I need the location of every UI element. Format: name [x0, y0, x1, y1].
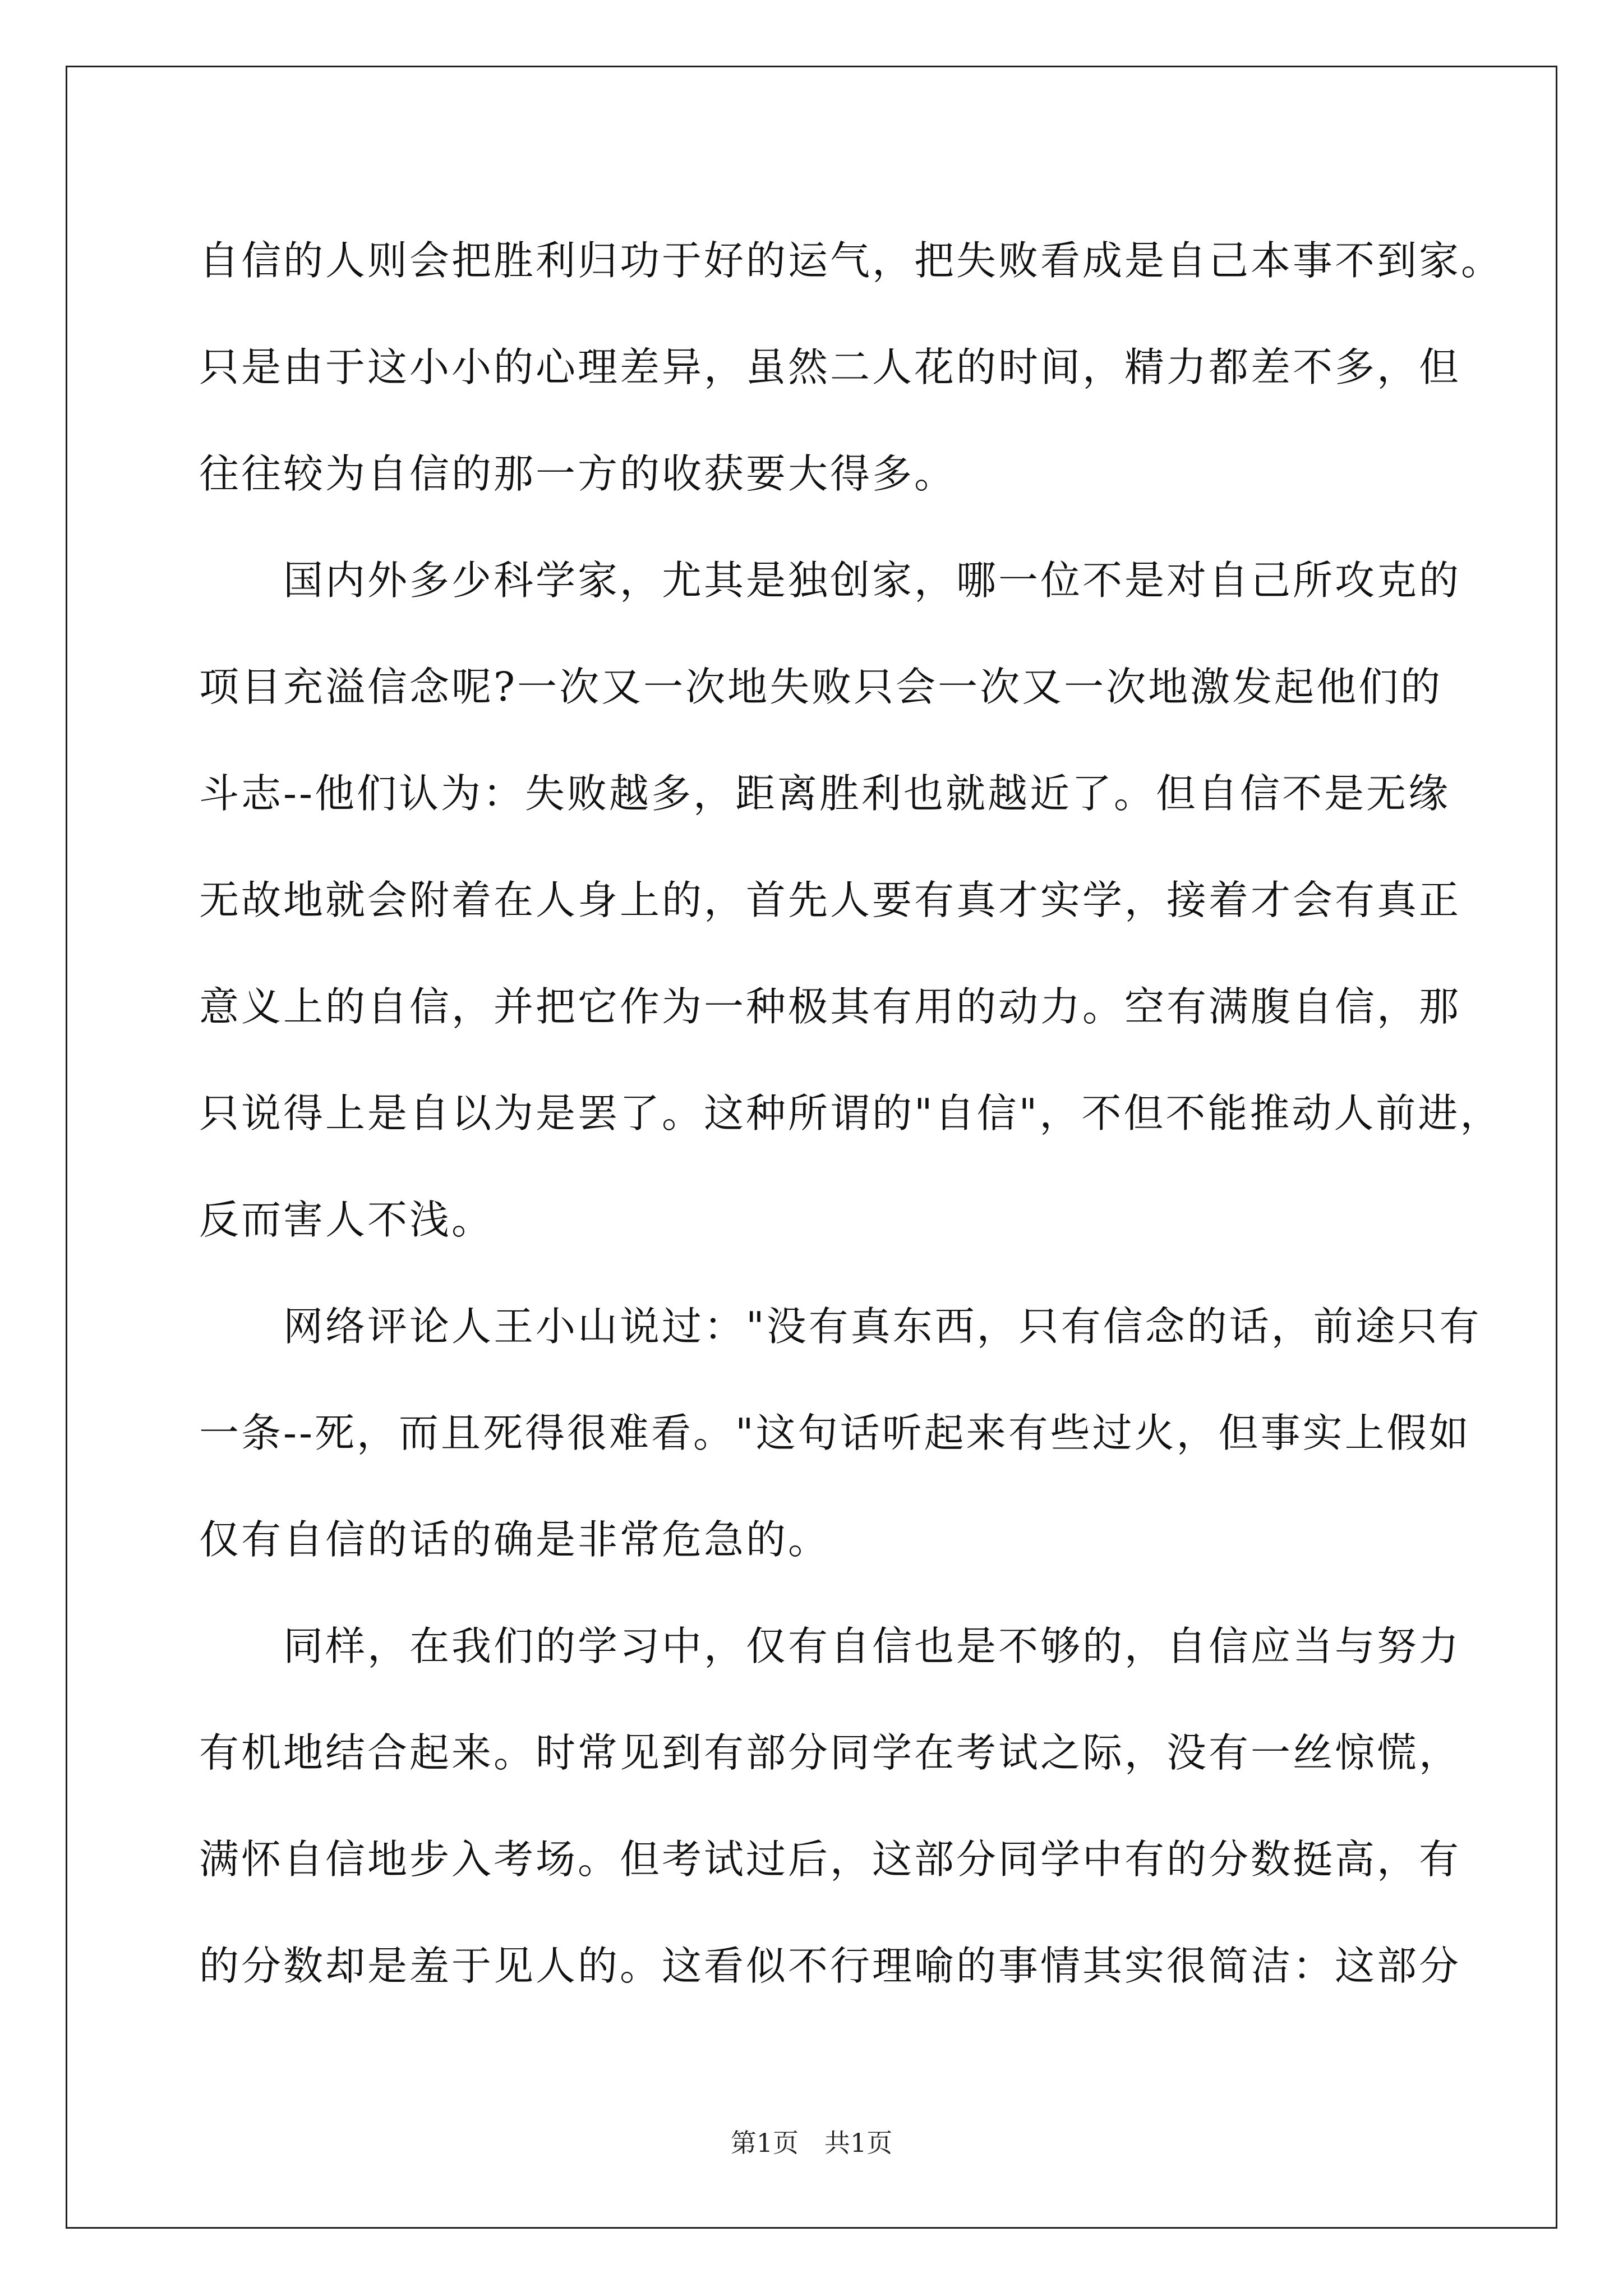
text-line: 有机地结合起来。时常见到有部分同学在考试之际，没有一丝惊慌，: [199, 1729, 1461, 1776]
text-line: 只是由于这小小的心理差异，虽然二人花的时间，精力都差不多，但: [199, 344, 1461, 390]
text-line: 的分数却是羞于见人的。这看似不行理喻的事情其实很简洁：这部分: [199, 1943, 1461, 1989]
text-line: 项目充溢信念呢?一次又一次地失败只会一次又一次地激发起他们的: [199, 664, 1443, 710]
text-line: 只说得上是自以为是罢了。这种所谓的"自信"，不但不能推动人前进，: [199, 1090, 1502, 1137]
text-line: 仅有自信的话的确是非常危急的。: [199, 1516, 831, 1563]
text-line: 往往较为自信的那一方的收获要大得多。: [199, 450, 957, 497]
text-line: 斗志--他们认为：失败越多，距离胜利也就越近了。但自信不是无缘: [199, 770, 1450, 817]
text-line: 自信的人则会把胜利归功于好的运气，把失败看成是自己本事不到家。: [199, 237, 1504, 284]
document-body: [199, 208, 1504, 2019]
page-number: 第1页 共1页: [730, 2128, 893, 2158]
paragraph-first-line: 网络评论人王小山说过："没有真东西，只有信念的话，前途只有: [283, 1303, 1482, 1350]
text-line: 满怀自信地步入考场。但考试过后，这部分同学中有的分数挺高，有: [199, 1836, 1461, 1883]
paragraph-first-line: 国内外多少科学家，尤其是独创家，哪一位不是对自己所攻克的: [283, 557, 1461, 604]
text-line: 反而害人不浅。: [199, 1197, 494, 1243]
text-line: 意义上的自信，并把它作为一种极其有用的动力。空有满腹自信，那: [199, 983, 1461, 1030]
paragraph-first-line: 同样，在我们的学习中，仅有自信也是不够的，自信应当与努力: [283, 1623, 1461, 1669]
text-line: 无故地就会附着在人身上的，首先人要有真才实学，接着才会有真正: [199, 877, 1461, 923]
text-line: 一条--死，而且死得很难看。"这句话听起来有些过火，但事实上假如: [199, 1410, 1471, 1456]
